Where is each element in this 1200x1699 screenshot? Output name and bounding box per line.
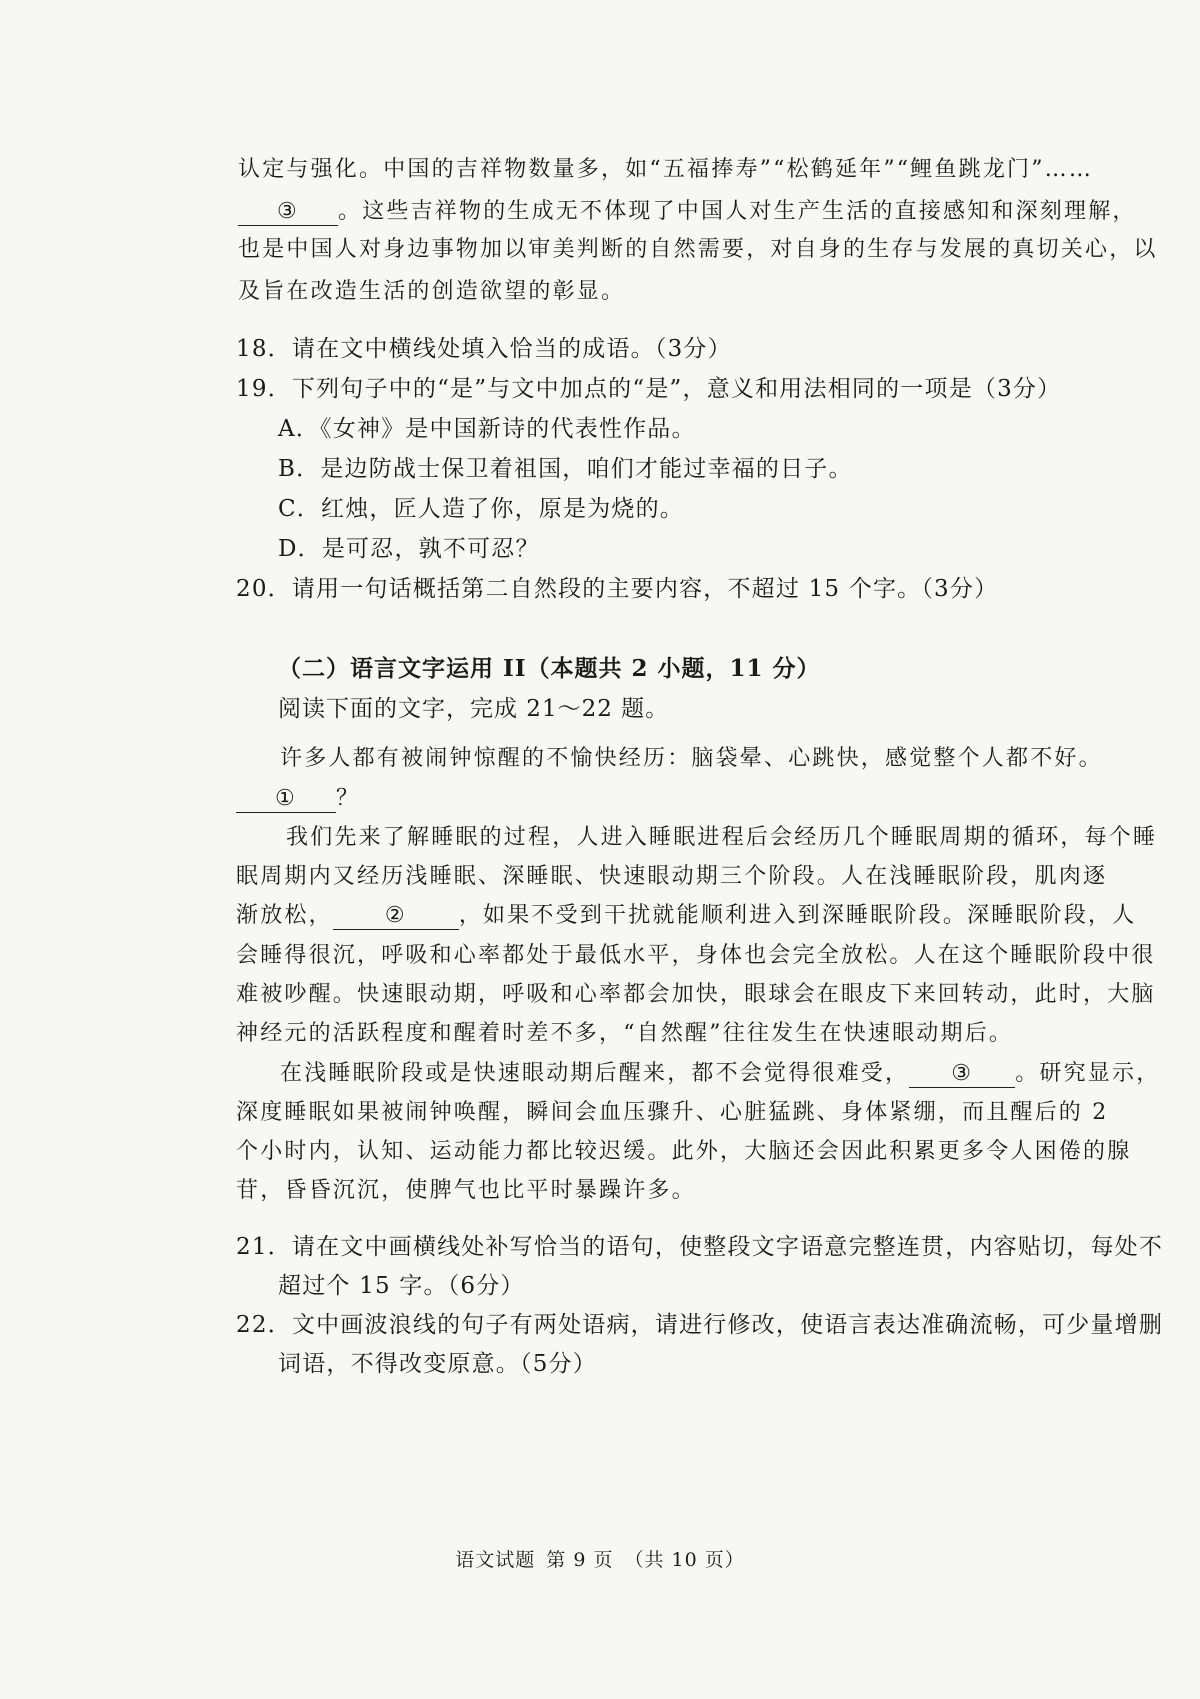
passage2-p1-line1: 许多人都有被闹钟惊醒的不愉快经历：脑袋晕、心跳快，感觉整个人都不好。 [280, 746, 1103, 771]
footer-subject: 语文试题 [455, 1549, 536, 1571]
passage2-p3-line3: 个小时内，认知、运动能力都比较迟缓。此外，大脑还会因此积累更多令人困倦的腺 [236, 1139, 1132, 1164]
question-19-option-b: B．是边防战士保卫着祖国，咱们才能过幸福的日子。 [278, 456, 853, 482]
passage2-p2-line2: 眠周期内又经历浅睡眠、深睡眠、快速眼动期三个阶段。人在浅睡眠阶段，肌肉逐 [236, 864, 1108, 889]
passage2-p3-line1 [280, 1059, 1160, 1089]
question-22-line1: 22．文中画波浪线的句子有两处语病，请进行修改，使语言表达准确流畅，可少量增删 [236, 1312, 1164, 1338]
question-21-line2: 超过个 15 字。（6分） [278, 1273, 525, 1299]
passage2-p2-line3-end: ，如果不受到干扰就能顺利进入到深睡眠阶段。深睡眠阶段，人 [458, 903, 1137, 928]
passage2-p2-line6: 神经元的活跃程度和醒着时差不多，“自然醒”往往发生在快速眼动期后。 [236, 1021, 1014, 1046]
footer-page-number: 第 9 页 [546, 1549, 614, 1571]
passage2-p2-line4: 会睡得很沉，呼吸和心率都处于最低水平，身体也会完全放松。人在这个睡眠阶段中很 [236, 943, 1156, 968]
question-21-line1: 21．请在文中画横线处补写恰当的语句，使整段文字语意完整连贯，内容贴切，每处不 [236, 1234, 1164, 1260]
passage1-line1: 认定与强化。中国的吉祥物数量多，如“五福捧寿”“松鹤延年”“鲤鱼跳龙门”…… [238, 157, 1094, 182]
passage2-p2-line3-start: 渐放松， [236, 903, 333, 928]
passage1-line2-text: 。这些吉祥物的生成无不体现了中国人对生产生活的直接感知和深刻理解， [338, 199, 1137, 224]
passage1-line2 [238, 197, 1137, 227]
passage2-p2-line5: 难被吵醒。快速眼动期，呼吸和心率都会加快，眼球会在眼皮下来回转动，此时，大脑 [236, 982, 1156, 1007]
question-19-option-a: A．《女神》是中国新诗的代表性作品。 [278, 416, 696, 442]
section-heading: （二）语言文字运用 II（本题共 2 小题，11 分） [278, 655, 821, 682]
question-19-option-c: C．红烛，匠人造了你，原是为烧的。 [278, 496, 684, 522]
answer-blank-3b: ③ [909, 1061, 1015, 1088]
question-19-option-d: D．是可忍，孰不可忍？ [278, 536, 540, 562]
passage2-p2-line3 [236, 901, 1136, 931]
passage1-line3: 也是中国人对身边事物加以审美判断的自然需要，对自身的生存与发展的真切关心，以 [238, 237, 1158, 262]
question-18: 18．请在文中横线处填入恰当的成语。（3分） [236, 336, 732, 362]
footer-total-pages: （共 10 页） [624, 1549, 745, 1571]
section-instruction: 阅读下面的文字，完成 21～22 题。 [278, 696, 670, 722]
passage2-p1-line2 [236, 784, 360, 814]
question-20: 20．请用一句话概括第二自然段的主要内容，不超过 15 个字。（3分） [236, 576, 999, 602]
answer-blank-1: ① [236, 786, 336, 813]
question-22-line2: 词语，不得改变原意。（5分） [278, 1351, 597, 1377]
passage2-p3-line2: 深度睡眠如果被闹钟唤醒，瞬间会血压骤升、心脏猛跳、身体紧绷，而且醒后的 2 [236, 1100, 1109, 1125]
passage2-p1-end: ？ [336, 786, 361, 811]
question-19: 19．下列句子中的“是”与文中加点的“是”，意义和用法相同的一项是（3分） [236, 376, 1062, 402]
page-footer [0, 1545, 1200, 1572]
answer-blank-2: ② [333, 903, 459, 930]
answer-blank-3: ③ [238, 199, 338, 226]
passage2-p3-line1-end: 。研究显示， [1015, 1061, 1161, 1086]
passage2-p2-line1: 我们先来了解睡眠的过程，人进入睡眠进程后会经历几个睡眠周期的循环，每个睡 [286, 825, 1158, 850]
passage2-p3-line1-start: 在浅睡眠阶段或是快速眼动期后醒来，都不会觉得很难受， [280, 1061, 910, 1086]
passage2-p3-line4: 苷，昏昏沉沉，使脾气也比平时暴躁许多。 [236, 1178, 696, 1203]
passage1-line4: 及旨在改造生活的创造欲望的彰显。 [238, 279, 626, 304]
